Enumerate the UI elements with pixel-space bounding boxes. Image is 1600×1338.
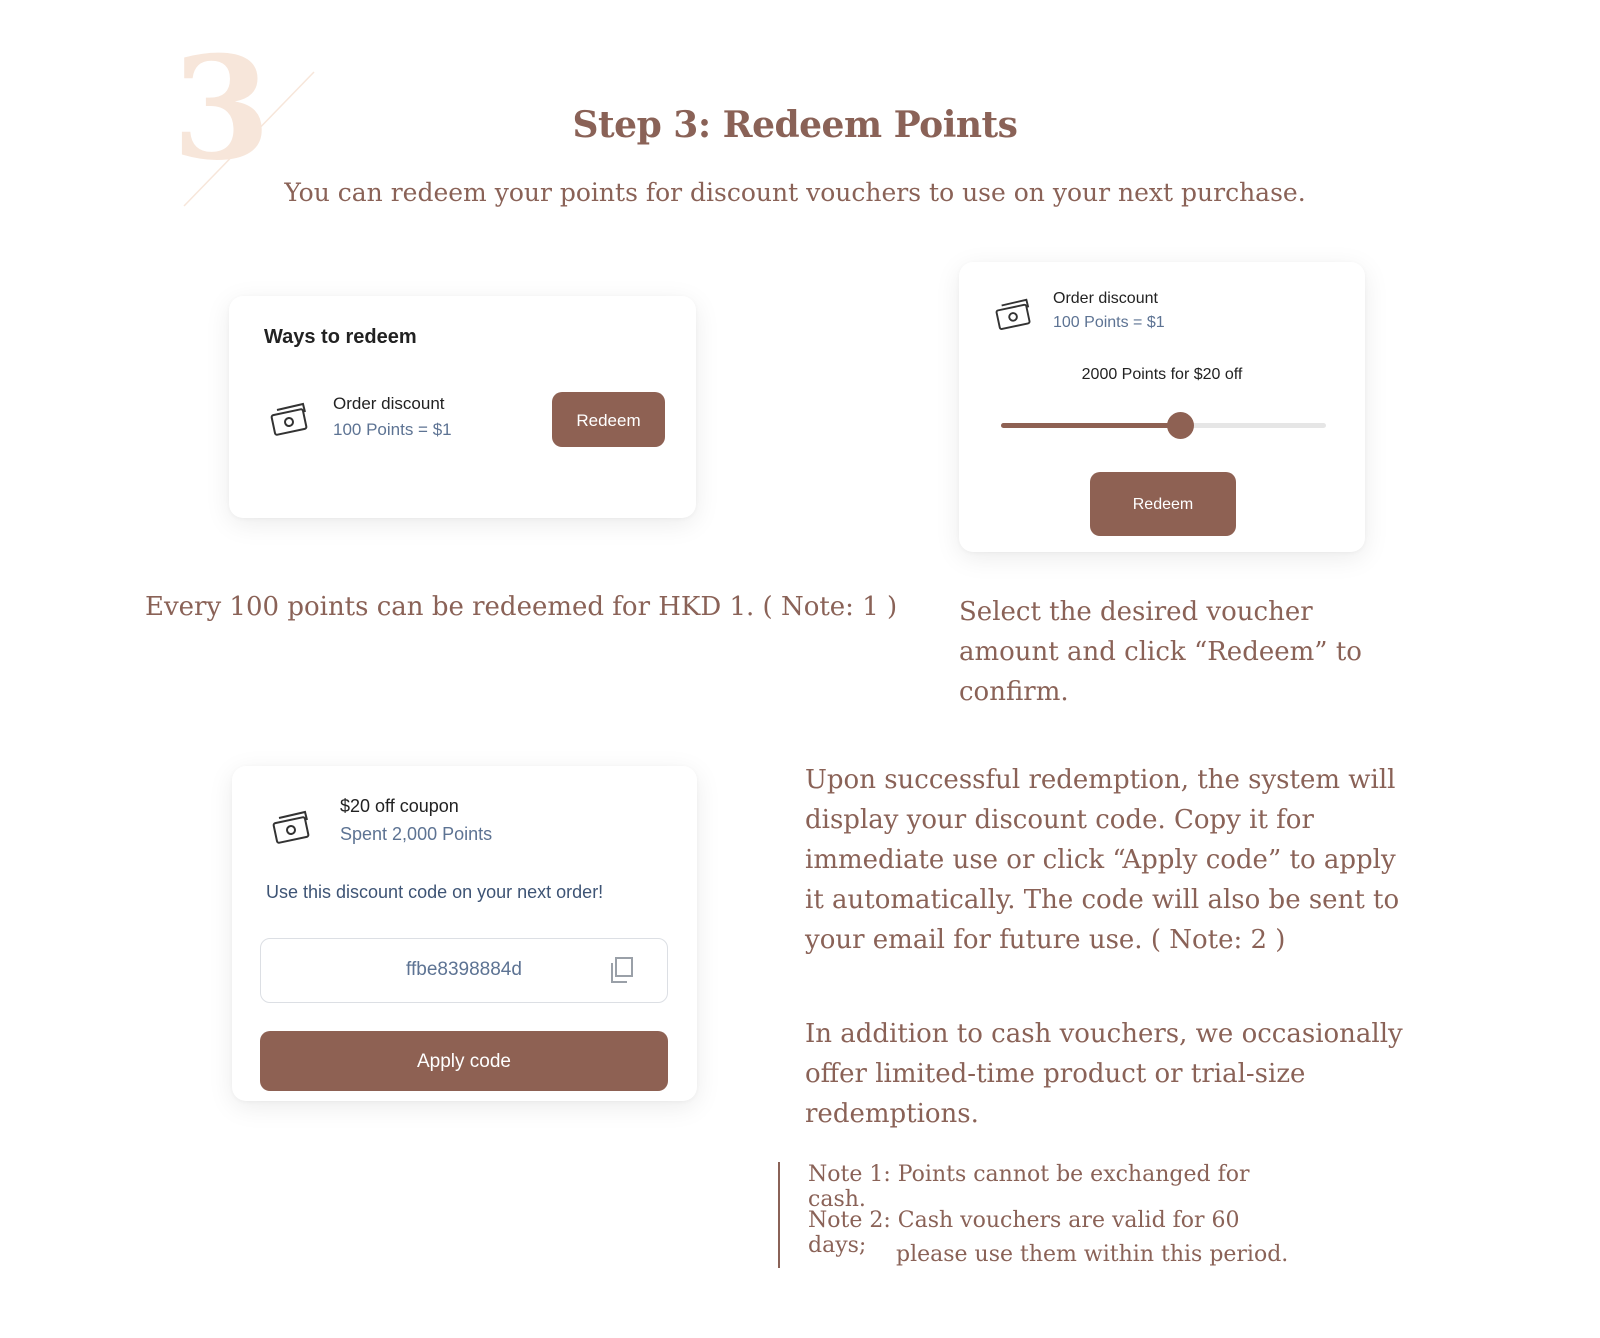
discount-code: ffbe8398884d <box>406 959 522 980</box>
description-select-amount: Select the desired voucher amount and click “Redeem” to confirm. <box>959 597 1362 707</box>
ways-to-redeem-card <box>229 296 696 518</box>
discount-code-field[interactable] <box>260 938 668 1003</box>
redeem-slider-card <box>959 262 1365 552</box>
coupon-card <box>232 766 697 1101</box>
coupon-message: Use this discount code on your next order! <box>266 882 604 902</box>
points-slider-track[interactable] <box>1001 423 1326 428</box>
redeem-button[interactable]: Redeem <box>1090 472 1236 536</box>
page-title: Step 3: Redeem Points <box>572 104 1018 146</box>
money-bills-icon <box>270 400 310 445</box>
option-rate: 100 Points = $1 <box>1053 314 1165 331</box>
points-slider-fill <box>1001 423 1180 428</box>
option-rate: 100 Points = $1 <box>333 420 452 439</box>
money-bills-icon <box>995 296 1033 339</box>
page-subtitle: You can redeem your points for discount vouchers to use on your next purchase. <box>284 178 1306 207</box>
money-bills-icon <box>272 808 312 853</box>
note-2-continued: please use them within this period. <box>896 1242 1289 1267</box>
copy-icon[interactable] <box>608 956 634 989</box>
redeem-button[interactable]: Redeem <box>552 392 665 447</box>
note-2: Note 2: Cash vouchers are valid for 60 days; <box>808 1208 1240 1258</box>
description-every-100: Every 100 points can be redeemed for HKD 1. ( Note: 1 ) <box>145 592 898 622</box>
option-name: Order discount <box>333 394 445 413</box>
points-slider-thumb[interactable] <box>1167 412 1194 439</box>
description-in-addition: In addition to cash vouchers, we occasionally offer limited-time product or trial-size redemptions. <box>805 1019 1403 1129</box>
description-upon-success: Upon successful redemption, the system will display your discount code. Copy it for immediate use or click “Apply code” to apply it automatically. The code will also be sent to your email for future use. ( Note: 2 ) <box>805 765 1400 955</box>
option-name: Order discount <box>1053 290 1158 307</box>
note-1: Note 1: Points cannot be exchanged for cash. <box>808 1162 1250 1212</box>
slider-selection-label: 2000 Points for $20 off <box>1081 366 1243 383</box>
coupon-title: $20 off coupon <box>340 796 459 816</box>
coupon-spent: Spent 2,000 Points <box>340 824 493 844</box>
notes-block <box>778 1162 1300 1268</box>
card-heading: Ways to redeem <box>264 326 417 348</box>
apply-code-button[interactable]: Apply code <box>260 1031 668 1091</box>
step-number: 3 <box>172 26 271 192</box>
